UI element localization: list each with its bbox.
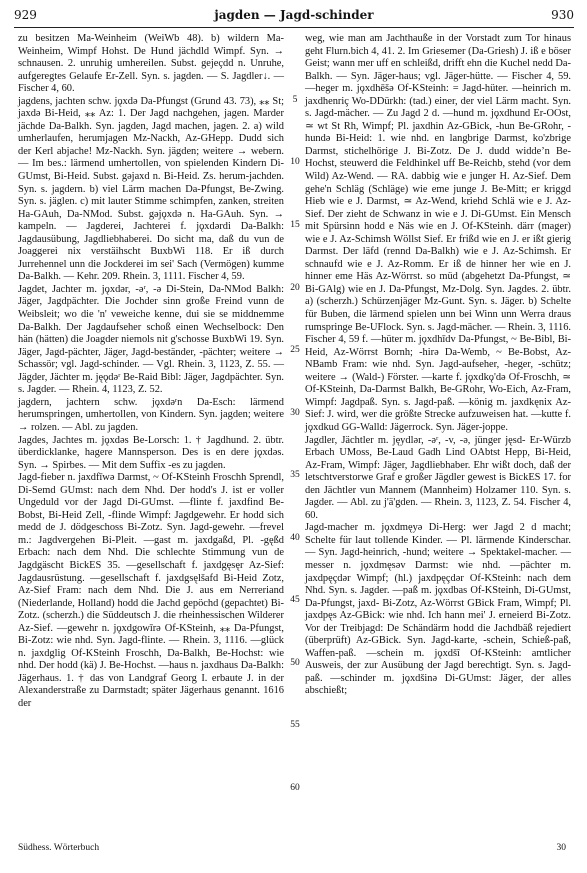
line-number: 30 — [290, 408, 300, 418]
page-header — [14, 8, 574, 26]
line-number: 15 — [290, 220, 300, 230]
publication-name: Südhess. Wörterbuch — [18, 843, 100, 853]
entry-paragraph: Jagdes, Jachtes m. jǫxdǝs Be-Lorsch: 1. † Jagdhund. 2. übtr. überdicklanke, hagere Mannsperson. Des is en dere jǫxdǝs. Syn. → Spirbes. — Mit dem Suffix -es zu jagden. — [18, 434, 284, 471]
line-number: 35 — [290, 470, 300, 480]
page-footer — [18, 843, 574, 857]
entry-paragraph: weg, wie man am Jachthauße in der Vorstadt zum Tor hinaus geht Flurn.bich 4, 41. 2. Im Griesemer (Da-Griesh) J. iß e böser Geist; wann mer uff en schleißd, drifft ehn die Kuchel nedd Da-Balkh. — Syn. Jäger-haus; vgl. Jäger-hütte. — Fischer 4, 59. —heger m. jǫxdhēšǝ Of-KSteinh: = Jagd-hüter. —heinrich m. jaxdhenriç Wo-DDürkh: (tad.) einer, der viel Lärm macht. Syn. s. Jagd-mächer. — Zu Jagd 2 d. —hund m. jǫxdhund Er-OOst, ≃ wt St Rh, Wimpf; Pl. jaxdhin Az-GBick, -hun Be-GRohr, -hundǝ Bi-Heid: 1. wie nhd. en langbrige Darmst, ko'zbrige Darmst, stichelhörige J. Bi-Zotz. De J. dudd widdeʼn Be-Hochst, steuwerd die Feldhinkel uff Be-Reichb, stehd (vor dem Wild) Az-Wend. — RA. dabbig wie e junger H. Az-Sief. Dem gehe'n Schläg (Schläge) wie eme junge J. Be-Mitt; er kriggd Hieb wie e J. Darmst, ≃ Az-Wend, kriehd Schlä wie e J. Az-Sief. Der zieht de Schwanz in wie e J. Di-GUmst. Ein Mensch mit Spürsinn hodd e Näs wie en J. Of-KSteinh. därr (mager) wie e J. Az-Schimsh Wöllst Sief. Er frißd wie en J. er ißt gierig Darmst. Der läfd (rennd Da-Balkh) wie e J. Az-Schimsh. Er schnaufd wie e J. Az-Romm. Er iß de hinner her wie en J. hinner eme Häs Az-Wörrst. so müd (abgehetzt Da-Pfungst, ≃ Bi-GAlg) wie en J. Da-Pfungst, Mz-Dolg. Syn. Jagdes. 2. übtr. a) (scherzh.) Schürzenjäger Mz-Gunt. Syn. s. Jäger. b) Schelte für Buben, die lärmend spielen unn bei Winn unn Werra draus rumspringe Be-UFlock. Syn. s. Jagd-mächer. — Rhein. 3, 1116. Fischer 4, 59 f. —hüter m. jǫxdhīdv Da-Pfungst, ~ Be-Bibl, Bi-Heid, Az-Wörrst Bornh; -hirǝ Da-Wemb, ~ Be-Bobst, Az-NBamb Fram: wie nhd. Syn. Jagd-aufseher, -heger, -schütz; weitere → (Wald-) Förster. —karte f. jǫxdkǫ'dǝ Of-Froschh, ≃ Of-KSteinh, Da-Darmst Balkh, Be-GRohr, Wo-Eich, Az-Fram, Wimpf: Jagdpaß. Syn. s. Jagd-paß. —könig m. jaxdkęnix Az-Sief: J. wird, wer die größte Strecke aufzuweisen hat. —kutte f. jǫxdkud GG-Walld: Jägerrock. Syn. Jäger-joppe. — [305, 33, 571, 433]
header-rule — [14, 27, 574, 28]
line-number: 55 — [290, 720, 300, 730]
line-number: 40 — [290, 533, 300, 543]
line-number: 25 — [290, 345, 300, 355]
entry-paragraph: jagdern, jachtern schw. jǫxdǝʳn Da-Esch: lärmend herumspringen, umhertollen, von Kindern. Syn. jagden; weitere → rolzen. — Abl. zu jagden. — [18, 396, 284, 433]
line-number: 10 — [290, 157, 300, 167]
entry-paragraph: Jagd-fieber n. jaxdfīwǝ Darmst, ~ Of-KSteinh Froschh Sprendl, Di-Semd GUmst: nach dem Nhd. Der hodd's J. ist er voller Ungeduld vor der Jagd Di-GUmst. —flinte f. jaxdfind Be-Bobst, Bi-Heid Zell, -flinde Wimpf: Jagdgewehr. Er hodd sich medd de J. dödgeschoss Bi-Zotz. Syn. Jagd-gewehr. —frevel m.: Jagdvergehen Bi-Pleit. —gast m. jaxdgaßd, Pl. -gęßd Erbach: nach dem Nhd. Die schlechte Stimmung vun de Jagdgäscht BickES 35. —gesellschaft f. jaxdgęsęr Az-Sief: Jagdausrüstung. —gesellschaft f. jaxdgsęlšafd Bi-Heid Zotz, Az-Sief Fram: nach dem Nhd. Die J. aus em Nerreriand (Niederlande, Holland) hodd die Jachd gepöchd (gepachtet) Bi-Zotz. (scherzh.) die Süddeutsch J. die rheinhessischen Wilderer Az-Sief. —gewehr n. jǫxdgowīrǝ Of-KSteinh, ⁎⁎ Da-Pfungst, Bi-Zotz: wie nhd. Syn. Jagd-flinte. — Rhein. 3, 1116. —glück n. jaxdglig Of-KSteinh Froschh, Da-Balkh, Be-Hochst: wie nhd. Der hodd (kä) J. Be-Hochst. —haus n. jaxdhaus Da-Balkh: Jägerhaus. 1. † das von Landgraf Georg I. erbaute J. in der Alexanderstraße zu Darmstadt; später Jägerhaus genannt. 1616 der — [18, 472, 284, 709]
entry-paragraph: Jagdet, Jachter m. jǫxdǝr, -ǝʳ, -ǝ Di-Stein, Da-NMod Balkh: Jäger, Jagdpächter. Die Jochder sinn große Freind vunn de Weibsleit; wo die 'n' veweiche kenne, dui sie se middnemme Da-Balkh. Der Jagdaufseher schoß einen Wechselbock: Den hän (hätten) die Joagder niemols nit g'schosse BuxbWi 19. Syn. Jäger, Jagd-pächter, Jäger, Jagd-beständer, -pächter; weitere → Schassör; vgl. Jagd-schinder. — Vgl. Rhein. 3, 1123, Z. 55. — Jägder, Jächter m. jęǫdǝʳ Be-Raid Bibl: Jäger, Jagdpächter. Syn. s. Jagder. — Rhein. 4, 1123, Z. 52. — [18, 283, 284, 396]
entry-paragraph: Jagd-macher m. jǫxdmęyǝ Di-Herg: wer Jagd 2 d macht; Schelte für laut tollende Kinder. — Pl. lärmende Kinderschar. — Syn. Jagd-heinrich, -hund; weitere → Spektakel-macher. —messer n. jǫxdmęsǝv Darmst: wie nhd. —pächter m. jaxdpęçdǝr Wimpf; (hl.) jaxdpęçdǝr Of-KSteinh: nach dem Nhd. Syn. s. Jagder. —paß m. jǫxdbas Of-KSteinh, Di-GUmst, Da-Pfungst, jaxd- Bi-Zotz, Az-Wörrst GBick Fram, Wimpf; Pl. jaxdpęs Az-GBick: wie nhd. Ich hann mei' J. erneierd Bi-Zotz. Vor der Treibjagd: De Schändärm hodd die Jachdbäß rejediert (überprüft) Az-GBick. Syn. Jagd-karte, -schein, Schieß-paß, Waffen-paß. —schein m. jǫxdšî Of-KSteinh: amtlicher Ausweis, der zur Ausübung der Jagd berechtigt. Syn. s. Jagd-paß. —schinder m. jǫxdšinǝ Di-GUmst: Jäger, der alles abschießt; — [305, 522, 571, 697]
page-number-left: 929 — [14, 8, 37, 22]
entry-paragraph: jagdens, jachten schw. jǫxdǝ Da-Pfungst (Grund 43. 73), ⁎⁎ St; jaxdǝ Bi-Heid, ⁎⁎ Az: 1. Der Jagd nachgehen, jagen. Marder jächde Da-Balkh. Syn. jagden, Jagd machen, jagen. 2. a) wild umherlaufen, herumjagen Mz-Nackh, Az-GHepp. Dudd sich der Kerl abjache! Mz-Nackh. Syn. jägden; weitere → webern. — Im bes.: lärmend umhertollen, von spielenden Kindern Di-GUmst, Bi-Heid. Subst. gǝjaxd n. Bi-Heid. Zs. herum-jachden. Syn. s. jagdern. b) viel Lärm machen Da-Pfungst, Be-Zwing. Syn. s. jäglen. c) mit lauter Stimme schimpfen, zanken, streiten Ha-GAuh, Da-NMod. Subst. gǝjǫxdǝ n. Ha-GAuh. Syn. → kampeln. — Jagderei, Jachterei f. jǫxdǝrdi Da-Balkh: Jagdausübung, Jagdliebhaberei. Do sicht ma, daß du vun de Joaggerei nix verstäihscht BuxbWi 118. Er iß durch Jurrehennel unn die Jockderei im sei' Sach (Vermögen) kumme Da-Balkh. — Kehr. 209. Rhein. 3, 1111. Fischer 4, 59. — [18, 95, 284, 283]
line-number: 45 — [290, 595, 300, 605]
line-number: 60 — [290, 783, 300, 793]
signature-number: 30 — [556, 843, 566, 853]
entry-paragraph: zu besitzen Ma-Weinheim (WeiWb 48). b) wildern Ma-Weinheim, Wimpf Hohst. De Hund jächdld Wimpf. Syn. → schnausen. 2. unruhig umhereilen. Subst. gejeçdd n. Unruhe, aufgeregtes Gelaufe Er-Zell. Syn. s. jagden. — S. Jagdler↓. — Fischer 4, 60. — [18, 33, 284, 95]
left-column — [18, 33, 284, 711]
entry-paragraph: Jagdler, Jächtler m. jęydlǝr, -ǝʳ, -v, -ǝ, jünger jęsd- Er-Würzb Erbach UMoss, Be-Laud Gadh Lind OAbtst Hepp, Bi-Heid, Az-Fram, Wimpf: Jäger, Jagdliebhaber. Ehr wißt doch, daß der letschtverstorwe Graf e großer Jägdler gewest is BickES 17. for den Jächtler vun Mannem (Mannheim) Holzamer 110. Syn. s. Jagder. — Abl. zu j'ä'gden. — Rhein. 3, 1123, Z. 54. Fischer 4, 60. — [305, 434, 571, 521]
line-number: 5 — [292, 95, 298, 105]
running-head: jagden — Jagd-schinder — [214, 8, 374, 22]
line-number: 20 — [290, 283, 300, 293]
page-number-right: 930 — [551, 8, 574, 22]
right-column — [305, 33, 571, 698]
line-number: 50 — [290, 658, 300, 668]
